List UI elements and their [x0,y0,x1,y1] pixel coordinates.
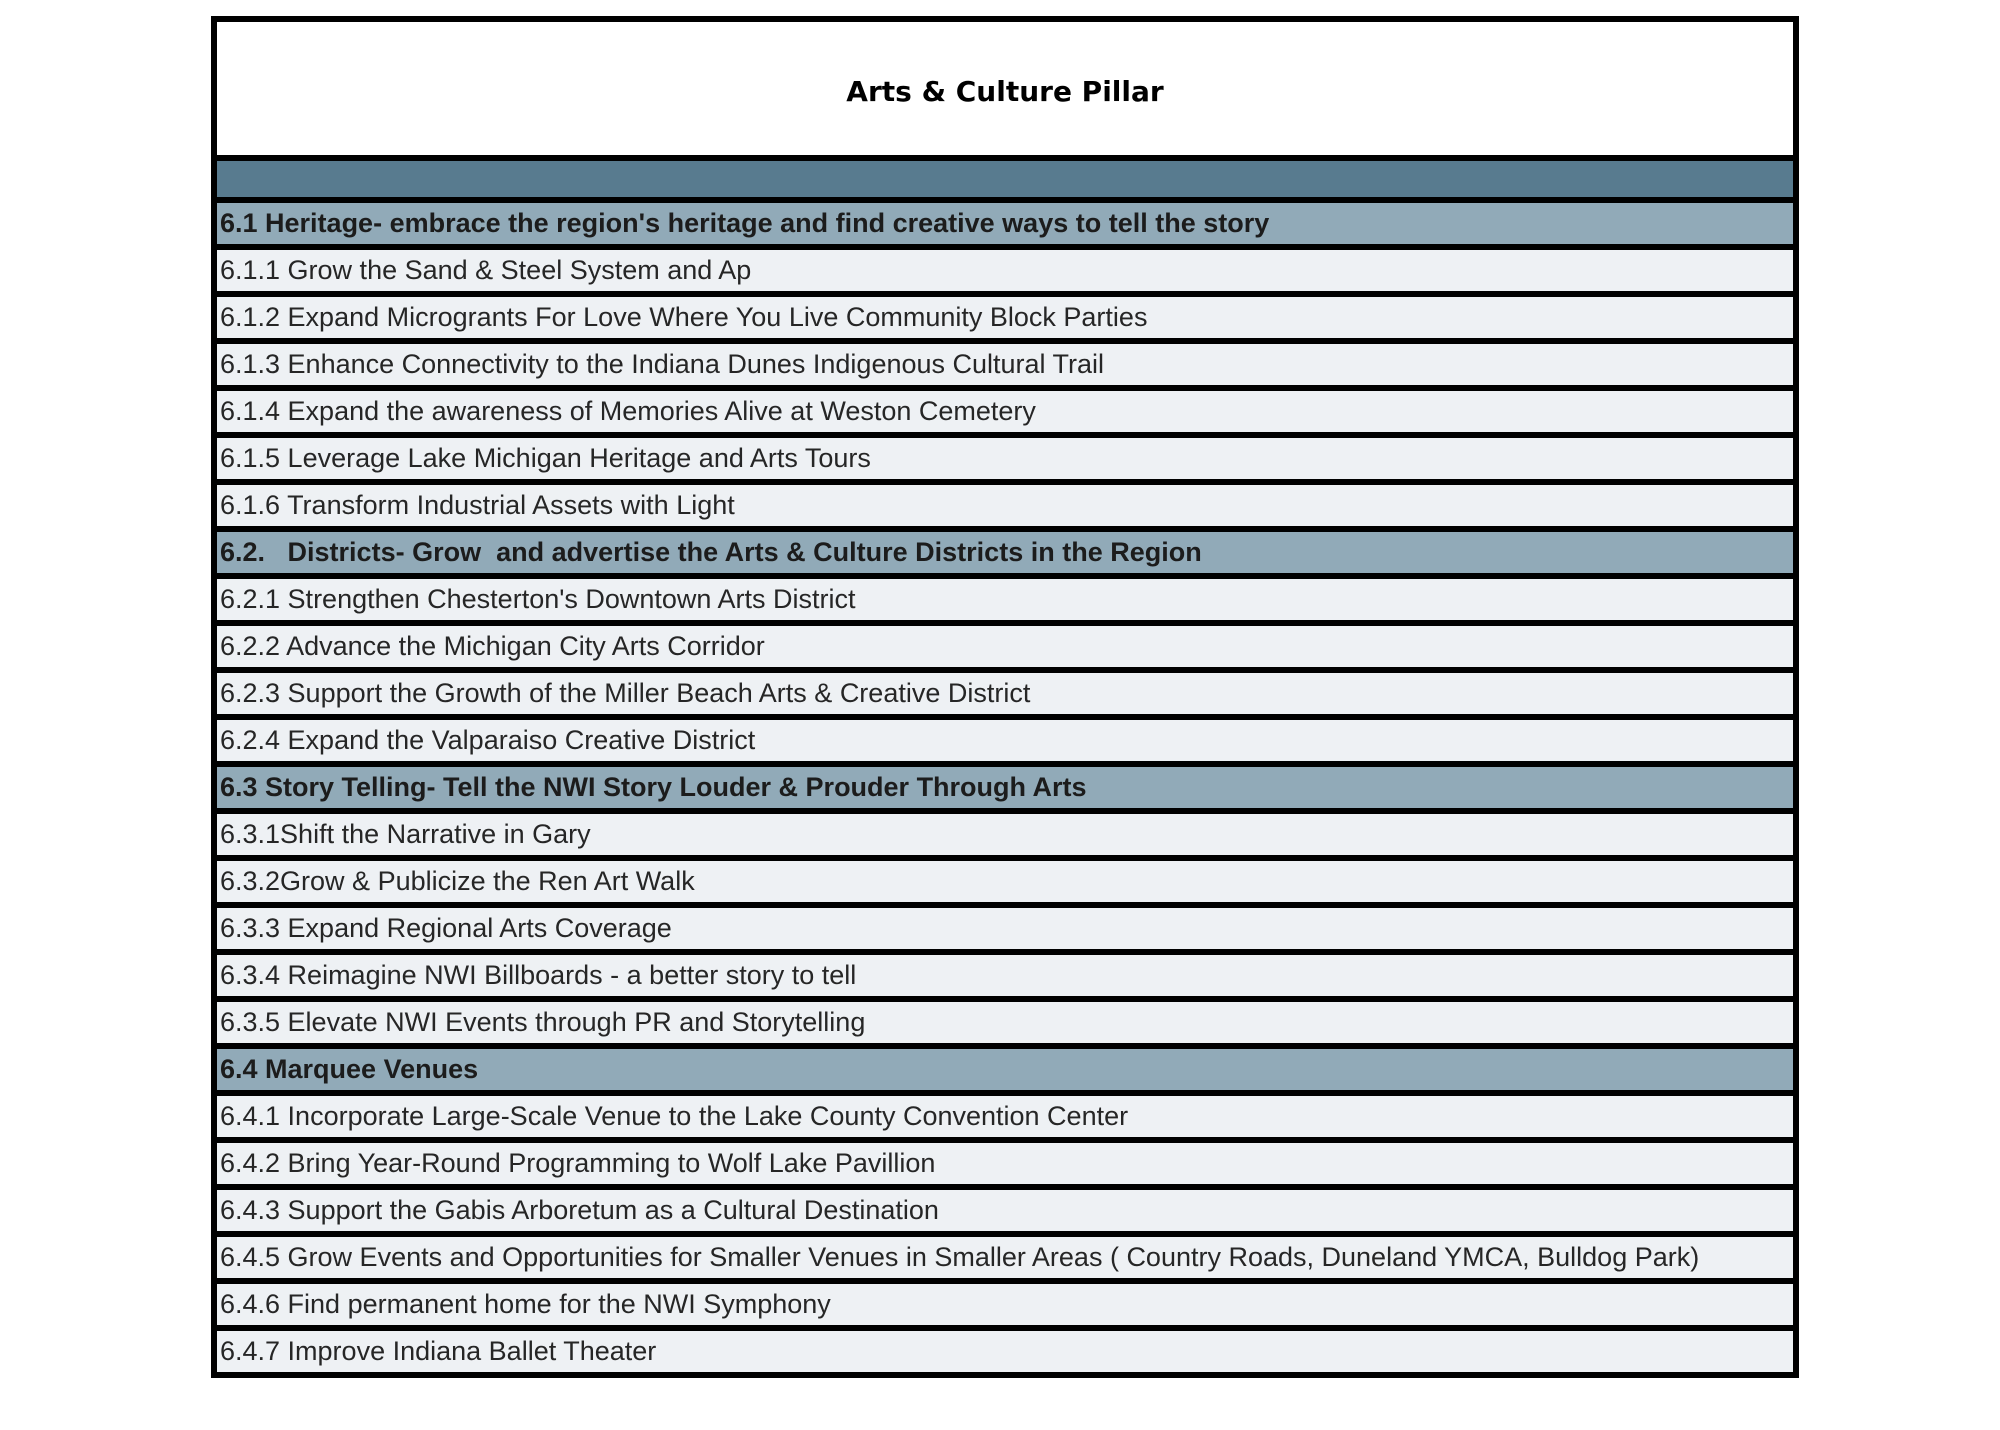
table-row: 6.1.2 Expand Microgrants For Love Where You Live Community Block Parties [217,297,1793,344]
table-row: 6.3.3 Expand Regional Arts Coverage [217,908,1793,955]
table-row: 6.1.6 Transform Industrial Assets with Light [217,485,1793,532]
table-row: 6.1.5 Leverage Lake Michigan Heritage and Arts Tours [217,438,1793,485]
section-header-row: 6.4 Marquee Venues [217,1049,1793,1096]
table-row: 6.2.4 Expand the Valparaiso Creative District [217,720,1793,767]
section-header-row: 6.1 Heritage- embrace the region's heritage and find creative ways to tell the story [217,203,1793,250]
pillar-table [211,16,1799,1378]
page-title: Arts & Culture Pillar [846,75,1164,108]
table-row: 6.3.1Shift the Narrative in Gary [217,814,1793,861]
table-row: 6.3.5 Elevate NWI Events through PR and Storytelling [217,1002,1793,1049]
table-row: 6.4.3 Support the Gabis Arboretum as a Cultural Destination [217,1190,1793,1237]
table-row: 6.2.2 Advance the Michigan City Arts Corridor [217,626,1793,673]
table-row: 6.2.1 Strengthen Chesterton's Downtown Arts District [217,579,1793,626]
table-row: 6.4.7 Improve Indiana Ballet Theater [217,1331,1793,1372]
section-header-row: 6.3 Story Telling- Tell the NWI Story Louder & Prouder Through Arts [217,767,1793,814]
table-row: 6.4.6 Find permanent home for the NWI Symphony [217,1284,1793,1331]
table-row: 6.1.3 Enhance Connectivity to the Indiana Dunes Indigenous Cultural Trail [217,344,1793,391]
header-band [217,161,1793,203]
table-row: 6.1.1 Grow the Sand & Steel System and Ap [217,250,1793,297]
table-row: 6.3.4 Reimagine NWI Billboards - a better story to tell [217,955,1793,1002]
table-body [217,203,1793,1372]
title-cell [217,22,1793,161]
table-row: 6.4.1 Incorporate Large-Scale Venue to the Lake County Convention Center [217,1096,1793,1143]
table-row: 6.3.2Grow & Publicize the Ren Art Walk [217,861,1793,908]
table-row: 6.4.2 Bring Year-Round Programming to Wolf Lake Pavillion [217,1143,1793,1190]
table-row: 6.1.4 Expand the awareness of Memories Alive at Weston Cemetery [217,391,1793,438]
table-row: 6.4.5 Grow Events and Opportunities for Smaller Venues in Smaller Areas ( Country Roads, Duneland YMCA, Bulldog Park) [217,1237,1793,1284]
table-row: 6.2.3 Support the Growth of the Miller Beach Arts & Creative District [217,673,1793,720]
section-header-row: 6.2. Districts- Grow and advertise the Arts & Culture Districts in the Region [217,532,1793,579]
